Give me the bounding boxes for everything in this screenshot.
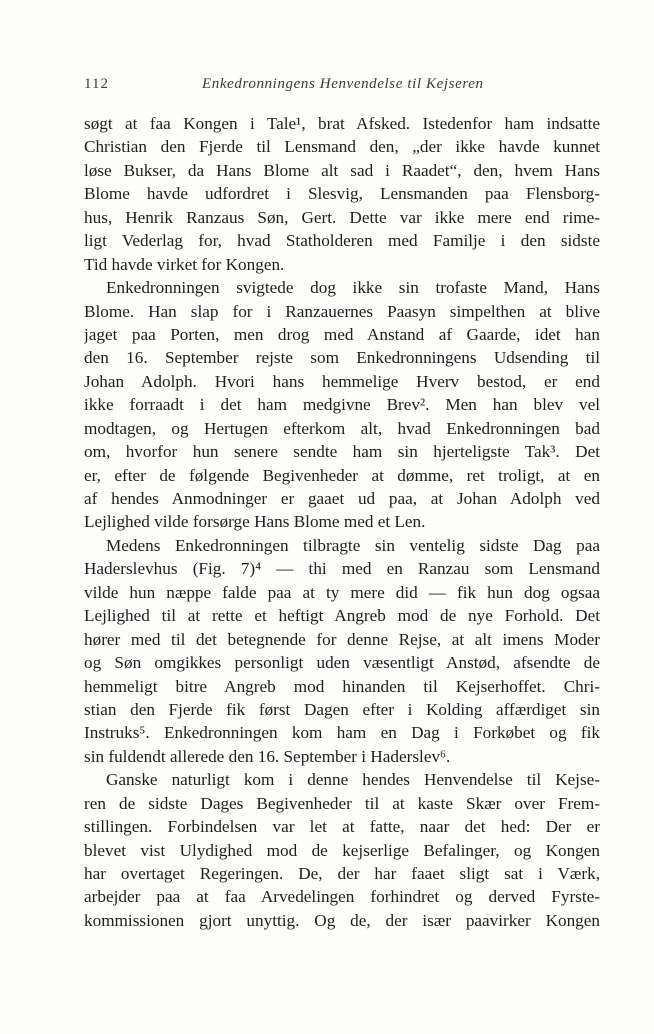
text-line: Johan Adolph. Hvori hans hemmelige Hverv bestod, er end [84, 371, 600, 391]
text-line: kommissionen gjort unyttig. Og de, der især paavirker Kongen [84, 910, 600, 930]
text-line: Haderslevhus (Fig. 7)⁴ — thi med en Ranzau som Lensmand [84, 559, 600, 579]
text-line: jaget paa Porten, men drog med Anstand af Gaarde, idet han [84, 324, 600, 344]
text-line: og Søn omgikkes personligt uden væsentligt Anstød, afsendte de [84, 653, 600, 673]
text-line: ren de sidste Dages Begivenheder til at kaste Skær over Frem- [84, 793, 600, 813]
text-line: hus, Henrik Ranzaus Søn, Gert. Dette var ikke mere end rime- [84, 207, 600, 227]
text-line: Ganske naturligt kom i denne hendes Henvendelse til Kejse- [106, 770, 600, 790]
text-line: den 16. September rejste som Enkedronningens Udsending til [84, 348, 600, 368]
page-number: 112 [84, 76, 109, 92]
text-line: Tid havde virket for Kongen. [84, 254, 285, 274]
text-line: Enkedronningen svigtede dog ikke sin trofaste Mand, Hans [106, 278, 600, 298]
text-line: Blome havde udfordret i Slesvig, Lensmanden paa Flensborg- [84, 184, 600, 204]
text-line: søgt at faa Kongen i Tale¹, brat Afsked. Istedenfor ham indsatte [84, 114, 600, 133]
text-line: Lejlighed vilde forsørge Hans Blome med et Len. [84, 512, 426, 532]
text-line: arbejder paa at faa Arvedelingen forhindret og derved Fyrste- [84, 887, 600, 907]
text-line: Medens Enkedronningen tilbragte sin ventelig sidste Dag paa [106, 535, 600, 555]
running-title: Enkedronningens Henvendelse til Kejseren [202, 76, 484, 92]
text-line: løse Bukser, da Hans Blome alt sad i Raadet“, den, hvem Hans [84, 160, 600, 180]
text-line: stillingen. Forbindelsen var let at fatte, naar det hed: Der er [84, 817, 600, 837]
text-line: vilde hun næppe falde paa at ty mere did — fik hun dog ogsaa [84, 582, 600, 602]
text-line: Blome. Han slap for i Ranzauernes Paasyn simpelthen at blive [84, 301, 600, 321]
running-head [84, 76, 570, 96]
text-line: stian den Fjerde fik først Dagen efter i Kolding affærdiget sin [84, 699, 600, 719]
text-line: blevet vist Ulydighed mod de kejserlige Befalinger, og Kongen [84, 840, 600, 860]
text-line: har overtaget Regeringen. De, der har faaet sligt sat i Værk, [84, 864, 600, 883]
text-line: hemmeligt bitre Angreb mod hinanden til Kejserhoffet. Chri- [84, 676, 600, 696]
text-line: modtagen, og Hertugen efterkom alt, hvad Enkedronningen bad [84, 418, 600, 438]
text-line: ligt Vederlag for, hvad Statholderen med Familje i den sidste [84, 231, 600, 251]
text-line: af hendes Anmodninger er gaaet ud paa, at Johan Adolph ved [84, 489, 600, 508]
text-line: sin fuldendt allerede den 16. September i Haderslev⁶. [84, 746, 451, 766]
text-line: Lejlighed til at rette et heftigt Angreb mod de nye Forhold. Det [84, 606, 600, 626]
text-line: Christian den Fjerde til Lensmand den, „der ikke havde kunnet [84, 137, 600, 157]
text-line: hører med til det betegnende for denne Rejse, at alt imens Moder [84, 629, 600, 649]
text-line: er, efter de følgende Begivenheder at dømme, ret troligt, at en [84, 465, 600, 485]
text-line: om, hvorfor hun senere sendte ham sin hjerteligste Tak³. Det [84, 442, 600, 462]
text-line: ikke forraadt i det ham medgivne Brev². Men han blev vel [84, 395, 600, 415]
body-text [84, 112, 600, 932]
text-line: Instruks⁵. Enkedronningen kom ham en Dag i Forkøbet og fik [84, 723, 600, 743]
